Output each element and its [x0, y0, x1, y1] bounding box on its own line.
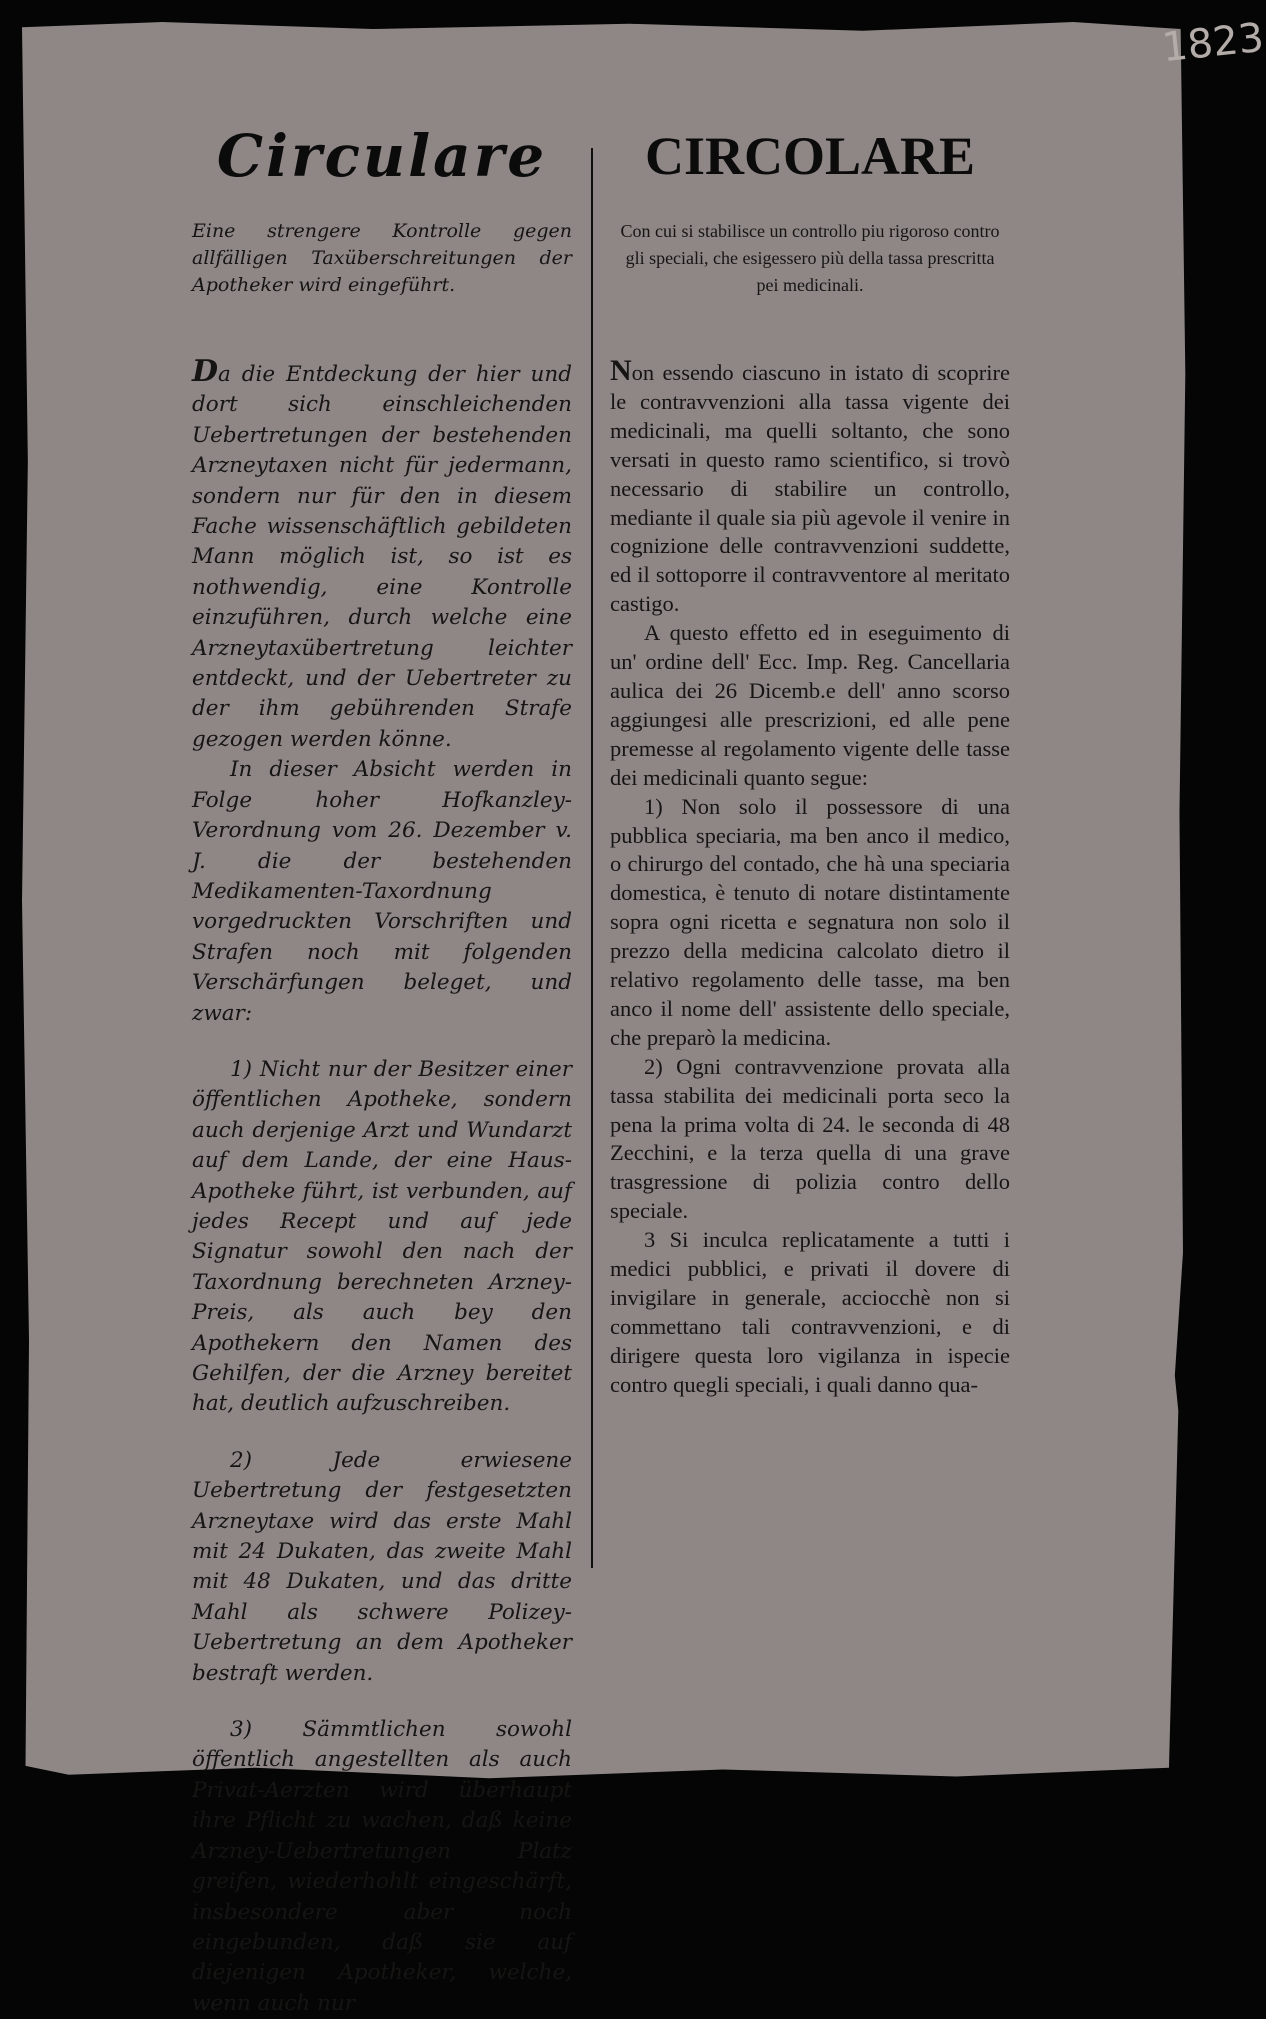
italian-paragraph-1 — [610, 354, 1010, 619]
german-body — [192, 354, 572, 2019]
italian-body — [610, 354, 1010, 1400]
german-drop-cap: D — [192, 354, 219, 389]
italian-item-1: 1) Non solo il possessore di una pubblica speciaria, ma ben anco il medico, o chirurgo del contado, che hà una speciaria domestica, è tenuto di notare distintamente sopra ogni ricetta e segnatura non solo il prezzo della medicina calcolato dietro il relativo regolamento delle tasse, ma ben anco il nome dell' assistente dello speciale, che preparò la medicina. — [610, 793, 1010, 1050]
pencil-annotation: 1823 — [1159, 14, 1266, 72]
german-paragraph-1-text: a die Entdeckung der hier und dort sich einschleichenden Uebertretungen der bestehenden Arzneytaxen nicht für jedermann, sondern nur für den in diesem Fache wissenschäftlich gebildeten Mann möglich ist, so ist es nothwendig, eine Kontrolle einzuführen, durch welche eine Arzneytaxübertretung leichter entdeckt, und der Uebertreter zu der ihm gebührenden Strafe gezogen werden könne. — [192, 362, 572, 752]
german-item-1: 1) Nicht nur der Besitzer einer öffentlichen Apotheke, sondern auch derjenige Arzt und Wundarzt auf dem Lande, der eine Haus-Apotheke führt, ist verbunden, auf jedes Recept und auf jede Signatur sowohl den nach der Taxordnung berechneten Arzney-Preis, als auch bey den Apothekern den Namen des Gehilfen, der die Arzney bereitet hat, deutlich aufzuschreiben. — [192, 1056, 572, 1417]
italian-title: CIRCOLARE — [644, 126, 976, 186]
german-item-2: 2) Jede erwiesene Uebertretung der festgesetzten Arzneytaxe wird das erste Mahl mit 24 Dukaten, das zweite Mahl mit 48 Dukaten, und das dritte Mahl als schwere Polizey-Uebertretung an dem Apotheker bestraft werden. — [192, 1447, 572, 1686]
column-divider — [591, 148, 593, 1568]
german-column — [192, 120, 572, 2019]
german-paragraph-2: In dieser Absicht werden in Folge hoher Hofkanzley-Verordnung vom 26. Dezember v. J. die der bestehenden Medikamenten-Taxordnung vorgedruckten Vorschriften und Strafen noch mit folgenden Verschärfungen beleget, und zwar: — [192, 757, 572, 1026]
italian-item-2: 2) Ogni contravvenzione provata alla tassa stabilita dei medicinali porta seco la pena la prima volta di 24. le seconda di 48 Zecchini, e la terza quella di una grave trasgressione di polizia contro dello speciale. — [610, 1053, 1010, 1224]
german-paragraph-1 — [192, 354, 572, 755]
italian-summary: Con cui si stabilisce un controllo piu rigoroso contro gli speciali, che esigessero più della tassa prescritta pei medicinali. — [620, 221, 1000, 295]
german-title: Circulare — [216, 122, 548, 190]
italian-paragraph-1-text: on essendo ciascuno in istato di scoprire le contravvenzioni alla tassa vigente dei medicinali, ma quelli soltanto, che sono versati in questo ramo scientifico, si trovò necessario di stabilire un controllo, mediante il quale sia più agevole il venire in cognizione delle contravvenzioni suddette, ed il sottoporre il contravventore al meritato castigo. — [610, 360, 1010, 617]
german-summary: Eine strengere Kontrolle gegen allfälligen Taxüberschreitungen der Apotheker wird eingeführt. — [192, 220, 572, 296]
italian-column — [610, 120, 1010, 1400]
italian-drop-cap: N — [610, 354, 632, 387]
german-item-3: 3) Sämmtlichen sowohl öffentlich angestellten als auch Privat-Aerzten wird überhaupt ihre Pflicht zu wachen, daß keine Arzney-Uebertretungen Platz greifen, wiederhohlt eingeschärft, insbesondere aber noch eingebunden, daß sie auf diejenigen Apotheker, welche, wenn auch nur — [192, 1717, 572, 2016]
italian-item-3: 3 Si inculca replicatamente a tutti i medici pubblici, e privati il dovere di invigilare in generale, acciocchè non si commettano tali contravvenzioni, e di dirigere questa loro vigilanza in ispecie contro quegli speciali, i quali danno qua- — [610, 1227, 1010, 1397]
italian-paragraph-2: A questo effetto ed in eseguimento di un' ordine dell' Ecc. Imp. Reg. Cancellaria aulica dei 26 Dicemb.e dell' anno scorso aggiungesi alle prescrizioni, ed alle pene premesse al regolamento vigente delle tasse dei medicinali quanto segue: — [610, 620, 1010, 790]
